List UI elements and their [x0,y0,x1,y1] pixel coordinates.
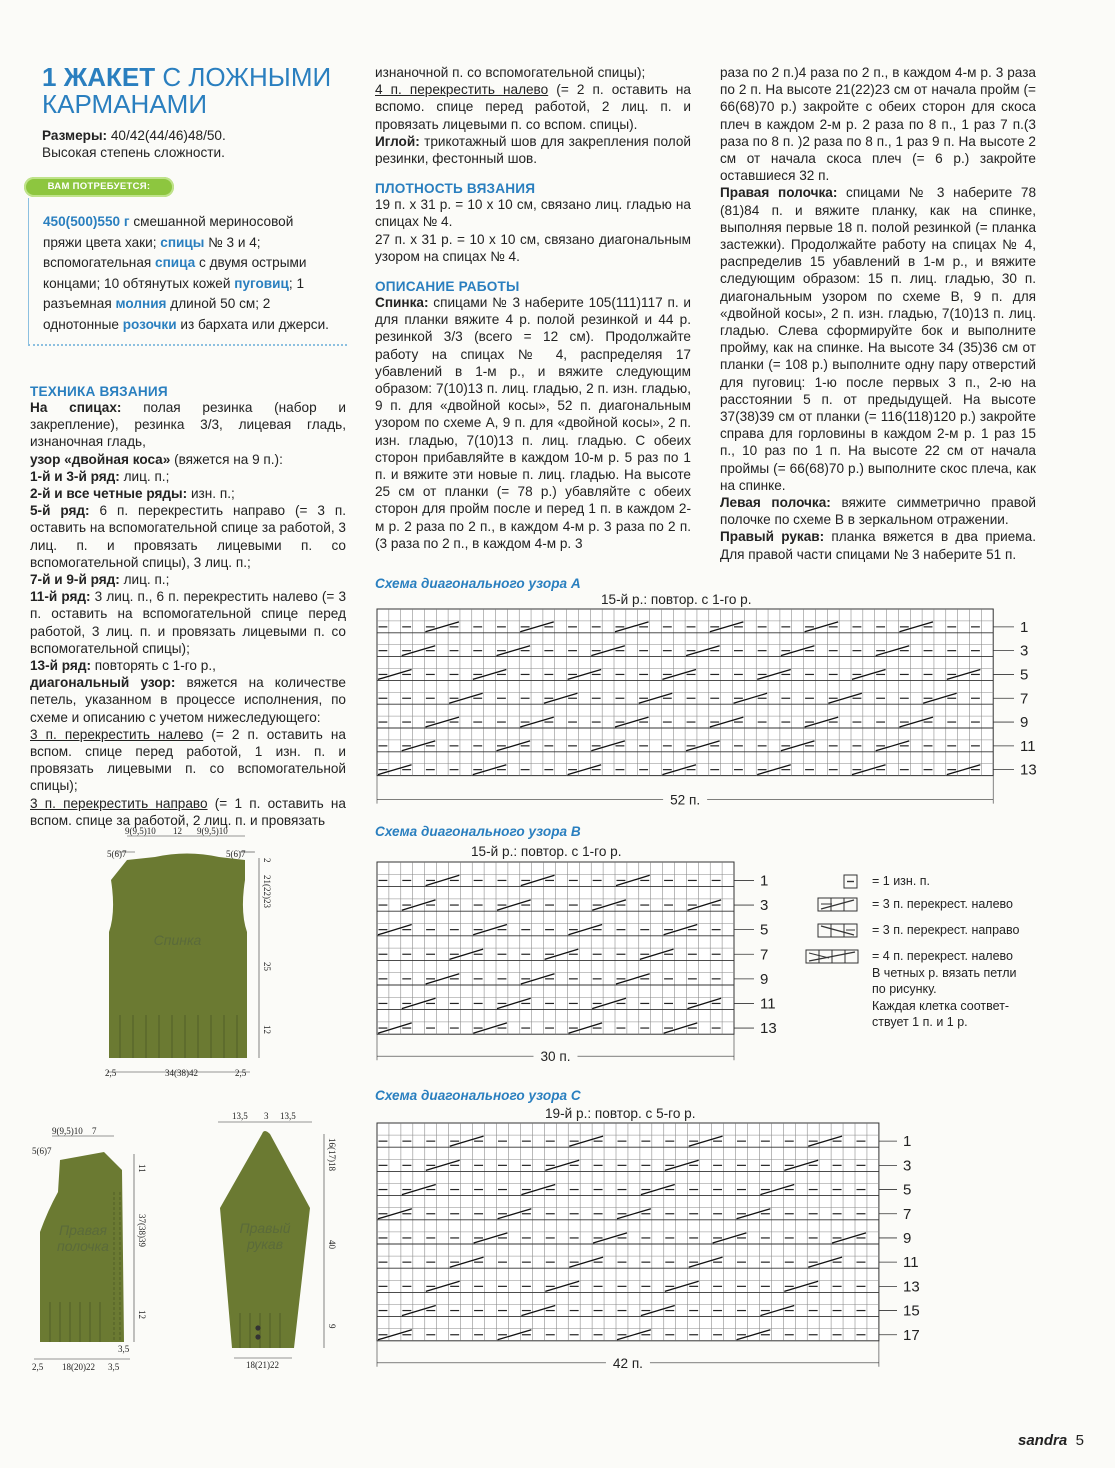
right-sleeve-piece-diagram: 13,5 3 13,5 16(17)18 40 9 18(21)22 Правый рукав [212,1108,348,1380]
chart-c-repeat: 19-й р.: повтор. с 5-го р. [545,1106,696,1121]
density-heading: ПЛОТНОСТЬ ВЯЗАНИЯ [375,181,536,197]
row-label: 1 [1020,618,1029,636]
description-heading: ОПИСАНИЕ РАБОТЫ [375,279,520,295]
legend-item-cross-left-4: = 4 п. перекрест. налево В четных р. вязать петли по рисунку. Каждая клетка соответ- ствует 1 п. и 1 р. [802,946,1042,1026]
legend-item-cross-left-3: = 3 п. перекрест. налево [802,894,1042,920]
row-label: 1 [760,872,769,890]
legend-item-purl: = 1 изн. п. [802,872,1042,894]
back-piece-diagram: 9(9,5)10 12 9(9,5)10 5(6)7 5(6)7 2 21(22)23 25 12 2,5 34(38)42 2,5 Спинка [105,826,272,1078]
chart-a-repeat: 15-й р.: повтор. с 1-го р. [601,592,752,607]
chart-a-grid [375,606,1037,808]
chart-width-label: 42 п. [612,1355,643,1371]
page-number: 5 [1075,1432,1084,1449]
row-label: 5 [760,921,769,939]
row-label: 7 [903,1205,912,1223]
chart-c-caption: Схема диагонального узора С [375,1088,581,1103]
row-label: 1 [903,1133,912,1151]
purl-symbol-icon [802,872,862,890]
page-footer [1018,1432,1084,1450]
row-label: 7 [760,946,769,964]
chart-a-caption: Схема диагонального узора А [375,576,581,591]
column-3: раза по 2 п.)4 раза по 2 п., в каждом 4-м р. 3 раза по 2 п. На высоте 21(22)23 см от начала пройм (= 66(68)70 р.) закройте с обеих сторон для скоса плеч в каждом 2-м р. 2 раза по 8 п., 1 раз 7 п.(3 раза по 8 п. )2 раза по 8 п., 1 раз 9 п. На высоте 2 см от начала скоса плеч (= 6 р.) закройте оставшиеся 32 п. Правая полочка: спицами № 3 наберите 78 (81)84 п. и вяжите планку, как на спинке, выполняя первые 18 п. полой резинкой (= планка застежки). Продолжайте работу на спицах № 4, распределив 15 убавлений в 1-м р., и вяжите следующим образом: 15 п. лиц. гладью, 30 п. диагональным узором по схеме В, 9 п. для «двойной косы», 2 п. изн. гладью, 7(10)13 п. лиц. гладью. Слева сформируйте бок и выполните пройму, как на спинке. На высоте 34 (35)36 см от планки (= 108 р.) выполните одну пару отверстий для пуговиц: 1-ю после первых 3 п., 2-ю на расстоянии 5 п. от предыдущей. На высоте 37(38)39 см от планки (= 116(118)120 р.) закройте справа для горловины в каждом 2-м р. 1 раз 15 п., 10 раз по 1 п. На высоте 22 см от начала проймы (= 66(68)70 р.) выполните скос плеча, как на спинке. Левая полочка: вяжите симметрично правой полочке по схеме В в зеркальном отражении. Правый рукав: планка вяжется в два приема. Для правой части спицами № 3 наберите 51 п. [720,65,1037,562]
article-title: 1 ЖАКЕТ С ЛОЖНЫМИ КАРМАНАМИ [42,62,332,119]
row-label: 9 [760,970,769,988]
legend-item-cross-right-3: = 3 п. перекрест. направо [802,920,1042,946]
back-shape [109,854,247,1059]
row-label: 11 [760,995,776,1013]
chart-c-grid [375,1120,935,1382]
row-label: 7 [1020,690,1029,708]
materials-badge: ВАМ ПОТРЕБУЕТСЯ: [24,177,174,197]
row-label: 17 [903,1326,920,1344]
cross-right-3-icon [802,920,862,940]
chart-width-label: 30 п. [540,1049,571,1065]
row-label: 13 [903,1278,920,1296]
row-label: 3 [760,897,769,915]
sleeve-label: Правый рукав [239,1220,291,1252]
button-icon [255,1325,260,1330]
brand-name: sandra [1018,1432,1068,1449]
technique-section: ТЕХНИКА ВЯЗАНИЯ На спицах: полая резинка (набор и закрепление), резинка 3/3, лицевая гладь, изнаночная гладь, узор «двойная коса» (вяжется на 9 п.): 1-й и 3-й ряд: лиц. п.; 2-й и все четные ряды: изн. п.; 5-й ряд: 6 п. перекрестить направо (= 3 п. оставить на вспомогательной спице за работой, 3 лиц. п. и провязать лицевыми п. со вспомогательной спицы), 3 лиц. п.; 7-й и 9-й ряд: лиц. п.; 11-й ряд: 3 лиц. п., 6 п. перекрестить налево (= 3 п. оставить на вспомогательной спице перед работой, 3 лиц. п. и провязать лицевыми п. со вспомогательной спицы); 13-й ряд: повторять с 1-го р., диагональный узор: вяжется на количестве петель, указанном в процессе исполнения, по схеме и описанию с учетом нижеследующего: 3 п. перекрестить налево (= 2 п. оставить на вспом. спице перед работой, 1 изн. п. и провязать лицевыми п. со вспомогательной спицы); 3 п. перекрестить направо (= 1 п. оставить на вспом. спице за работой, 2 лиц. п. и провязать [30,384,347,828]
right-front-piece-diagram: 9(9,5)10 7 5(6)7 11 37(38)39 12 3,5 2,5 18(20)22 3,5 Правая полочка [32,1126,147,1372]
cross-left-3-icon [802,894,862,914]
chart-width-label: 52 п. [670,792,701,808]
button-icon [255,1334,260,1339]
row-label: 11 [1020,737,1036,755]
sizes-block: Размеры: 40/42(44/46)48/50. Высокая степень сложности. [42,128,226,161]
chart-legend [802,872,1042,1029]
row-label: 13 [1020,761,1037,779]
chart-b-grid [375,858,795,1064]
column-2: изнаночной п. со вспомогательной спицы); 4 п. перекрестить налево (= 2 п. оставить на вспомо. спице перед работой, 2 лиц. п. и провязать лицевыми п. со вспом. спицы). Иглой: трикотажный шов для закрепления полой резинки, фестонный шов. ПЛОТНОСТЬ ВЯЗАНИЯ 19 п. х 31 р. = 10 х 10 см, связано лиц. гладью на спицах № 4. 27 п. х 31 р. = 10 х 10 см, связано диагональным узором на спицах № 4. ОПИСАНИЕ РАБОТЫ Спинка: спицами № 3 наберите 105(111)117 п. и для планки вяжите 4 р. полой резинкой и 44 р. резинкой 3/3 (всего = 12 см). Продолжайте работу на спицах № 4, распределяя 17 убавлений в 1-м р., и вяжите следующим образом: 7(10)13 п. лиц. гладью, 2 п. изн. гладью, 9 п. для «двойной косы», 52 п. диагональным узором по схеме А, 9 п. для «двойной косы», 2 п. изн. гладью, 7(10)13 п. лиц. гладью. С обеих сторон прибавляйте в каждом 10-м р. 5 раз по 1 п. и вяжите эти новые п. лиц. гладью. На высоте 25 см от планки (= 78 р.) убавляйте с обеих сторон для пройм после и перед 1 п. в каждом 2-м р. 2 раза по 2 п., в каждом 4-м р. 3 раза по 2 п.(3 раза по 2 п., в каждом 4-м р. 3 [375,65,691,551]
row-label: 15 [903,1302,920,1320]
row-label: 9 [903,1229,912,1247]
row-label: 13 [760,1020,777,1038]
row-label: 11 [903,1254,919,1272]
row-label: 5 [1020,666,1029,684]
chart-b-caption: Схема диагонального узора В [375,824,581,839]
row-label: 3 [1020,642,1029,660]
cross-left-4-icon [802,946,862,966]
row-label: 5 [903,1181,912,1199]
back-label: Спинка [153,932,202,948]
chart-b-repeat: 15-й р.: повтор. с 1-го р. [471,844,622,859]
row-label: 3 [903,1157,912,1175]
row-label: 9 [1020,714,1029,732]
materials-box: 450(500)550 г смешанной мериносовой пряжи цвета хаки; спицы № 3 и 4; вспомогательная спица с двумя острыми концами; 10 обтянутых кожей пуговиц; 1 разъемная молния длиной 50 см; 2 однотонные розочки из бархата или джерси. [28,198,347,346]
front-label: Правая полочка [57,1222,109,1254]
technique-heading: ТЕХНИКА ВЯЗАНИЯ [30,384,168,399]
